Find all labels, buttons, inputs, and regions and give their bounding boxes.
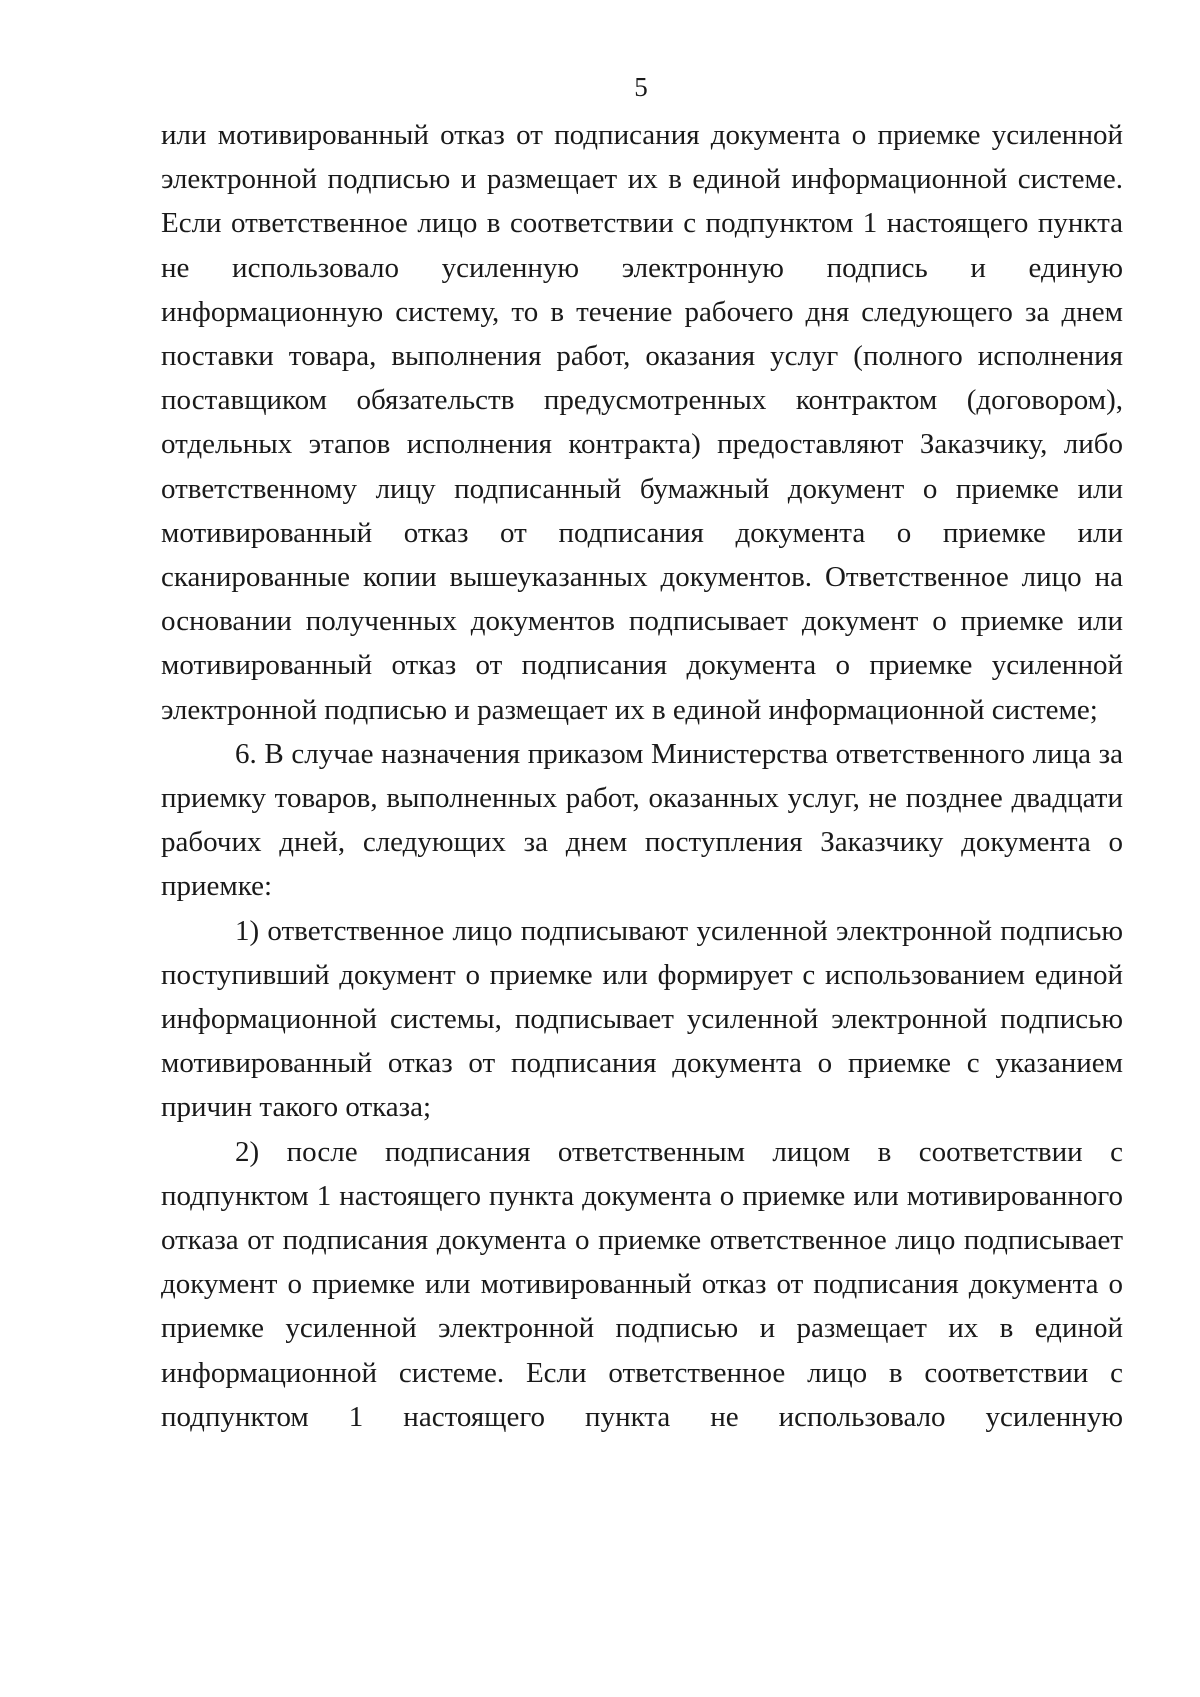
page-number: 5 [634,72,648,102]
paragraph-item-6: 6. В случае назначения приказом Министерства ответственного лица за приемку товаров, выполненных работ, оказанных услуг, не позднее двадцати рабочих дней, следующих за днем поступления Заказчику документа о приемке: [161,737,1123,903]
paragraph-continuation: или мотивированный отказ от подписания документа о приемке усиленной электронной подписью и размещает их в единой информационной системе. Если ответственное лицо в соответствии с подпунктом 1 настоящего пункта не использовало усиленную электронную подпись и единую информационную систему, то в течение рабочего дня следующего за днем поставки товара, выполнения работ, оказания услуг (полного исполнения поставщиком обязательств предусмотренных контрактом (договором), отдельных этапов исполнения контракта) предоставляют Заказчику, либо ответственному лицу подписанный бумажный документ о приемке или мотивированный отказ от подписания документа о приемке или сканированные копии вышеуказанных документов. Ответственное лицо на основании полученных документов подписывает документ о приемке или мотивированный отказ от подписания документа о приемке усиленной электронной подписью и размещает их в единой информационной системе; [161,119,1123,726]
paragraph-subitem-2: 2) после подписания ответственным лицом в соответствии с подпунктом 1 настоящего пункта документа о приемке или мотивированного отказа от подписания документа о приемке ответственное лицо подписывает документ о приемке или мотивированный отказ от подписания документа о приемке усиленной электронной подписью и размещает их в единой информационной системе. Если ответственное лицо в соответствии с подпунктом 1 настоящего пункта не использовало усиленную [161,1135,1123,1433]
paragraph-subitem-1: 1) ответственное лицо подписывают усиленной электронной подписью поступивший документ о приемке или формирует с использованием единой информационной системы, подписывает усиленной электронной подписью мотивированный отказ от подписания документа о приемке с указанием причин такого отказа; [161,914,1123,1124]
document-body [161,113,1123,1439]
